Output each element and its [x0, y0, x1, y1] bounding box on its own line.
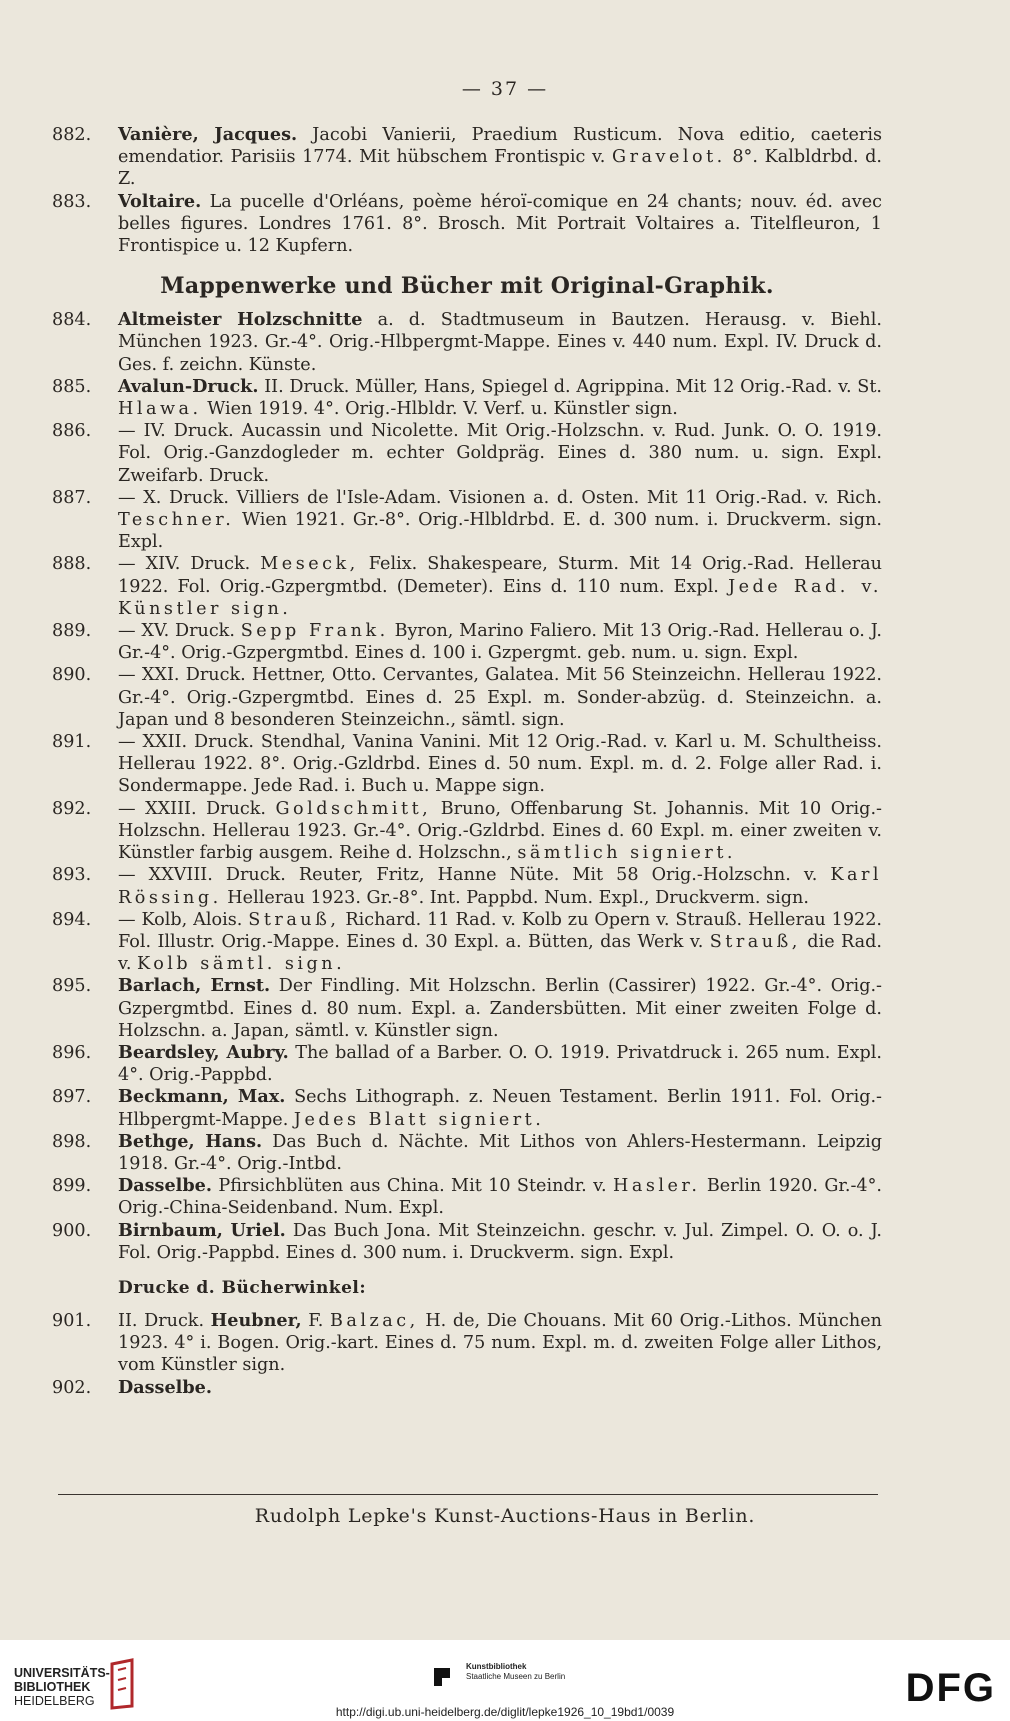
entry-spaced-text: Strauß,	[709, 931, 801, 952]
entry-number: 899.	[52, 1176, 92, 1197]
entry-text: Der Findling. Mit Holzschn. Berlin (Cassirer) 1922. Gr.-4°. Orig.-Gzpergmtbd. Eines d. 80 num. Expl. a. Zandersbütten. Mit einer zweiten Folge d. Holzschn. a. Japan, sämtl. v. Künstler sign.	[118, 976, 882, 1041]
entry-spaced-text: Jede Rad. v. Künstler sign.	[118, 576, 883, 619]
entry-author: Dasselbe.	[118, 1175, 212, 1197]
entry-spaced-text: Strauß,	[248, 909, 340, 930]
entry-author: Avalun-Druck.	[118, 375, 259, 397]
entry-text: Hellerau 1923. Gr.-8°. Int. Pappbd. Num. Expl., Druckverm. sign.	[221, 887, 809, 908]
entry-number: 882.	[52, 125, 92, 145]
entry-text: Das Buch d. Nächte. Mit Lithos von Ahlers-Hestermann. Leipzig 1918. Gr.-4°. Orig.-Intbd.	[118, 1131, 883, 1174]
digitization-bar	[0, 1640, 1010, 1721]
entry-text: H. de, Die Chouans. Mit 60 Orig.-Lithos. München 1923. 4° i. Bogen. Orig.-kart. Eines d. 75 num. Expl. m. d. zweiten Folge aller Lithos, vom Künstler sign.	[118, 1310, 882, 1376]
entry-text: Bruno, Offenbarung St. Johannis. Mit 10 Orig.-Holzschn. Hellerau 1923. Gr.-4°. Orig.-Gzldrbd. Eines d. 60 Expl. m. einer zweiten v. Künstler farbig ausgem. Reihe d. Holzschn.,	[118, 798, 882, 864]
entry-text: — X. Druck. Villiers de l'Isle-Adam. Visionen a. d. Osten. Mit 11 Orig.-Rad. v. Rich.	[118, 487, 882, 508]
entry-spaced-text: Hasler.	[612, 1176, 701, 1197]
entry-text: — XV. Druck.	[118, 621, 241, 642]
entry-text: — XXVIII. Druck. Reuter, Fritz, Hanne Nüte. Mit 58 Orig.-Holzschn. v.	[118, 865, 831, 886]
catalog-entry	[52, 487, 882, 554]
entry-number: 893.	[52, 865, 92, 886]
catalog-entry	[52, 1175, 882, 1219]
catalog-entry	[52, 1131, 882, 1175]
entry-spaced-text: Sepp Frank.	[240, 621, 389, 642]
entry-author: Voltaire.	[118, 190, 202, 212]
entry-number: 891.	[52, 732, 92, 753]
catalog-entry	[52, 553, 882, 620]
entry-spaced-text: Goldschmitt,	[275, 798, 432, 819]
catalog-entry	[52, 864, 882, 908]
catalog-entry	[52, 664, 882, 731]
entry-spaced-text: Gravelot.	[612, 147, 726, 168]
entry-number: 901.	[52, 1310, 92, 1331]
entry-number: 892.	[52, 798, 92, 819]
dfg-logo[interactable]: DFG	[905, 1666, 996, 1710]
catalog-entries	[52, 124, 882, 1399]
catalog-entry	[52, 1377, 882, 1399]
entry-spaced-text: Hlawa.	[118, 399, 202, 420]
entry-text: — Kolb, Alois.	[118, 909, 249, 930]
kunstbibliothek-icon	[432, 1664, 456, 1688]
entry-spaced-text: sämtlich signiert.	[517, 843, 737, 864]
entry-author: Birnbaum, Uriel.	[118, 1219, 286, 1241]
entry-text: La pucelle d'Orléans, poème héroï-comique en 24 chants; nouv. éd. avec belles figures. Londres 1761. 8°. Brosch. Mit Portrait Voltaires a. Titelfleuron, 1 Frontispice u. 12 Kupfern.	[118, 191, 882, 257]
entry-author: Beckmann, Max.	[118, 1086, 286, 1108]
entry-text: — XIV. Druck.	[118, 554, 261, 575]
entry-text: Sechs Lithograph. z. Neuen Testament. Berlin 1911. Fol. Orig.-Hlbpergmt-Mappe.	[118, 1087, 882, 1130]
entry-text: — XXI. Druck. Hettner, Otto. Cervantes, Galatea. Mit 56 Steinzeichn. Hellerau 1922. Gr.-4°. Orig.-Gzpergmtbd. Eines d. 25 Expl. m. Sonder-abzüg. d. Steinzeichn. a. Japan und 8 besonderen Steinzeichn., sämtl. sign.	[118, 665, 882, 730]
catalog-entry	[52, 191, 882, 258]
kb-line2: Staatliche Museen zu Berlin	[466, 1672, 566, 1681]
entry-text: Byron, Marino Faliero. Mit 13 Orig.-Rad. Hellerau o. J. Gr.-4°. Orig.-Gzpergmtbd. Eines d. 100 i. Gzpergmt. geb. num. u. sign. Expl.	[118, 621, 882, 664]
catalog-entry	[52, 798, 882, 865]
entry-text: Richard. 11 Rad. v. Kolb zu Opern v. Strauß. Hellerau 1922. Fol. Illustr. Orig.-Mappe. Eines d. 30 Expl. a. Bütten, das Werk v.	[118, 909, 882, 952]
entry-text: — IV. Druck. Aucassin und Nicolette. Mit Orig.-Holzschn. v. Rud. Junk. O. O. 1919. Fol. Orig.-Ganzdogleder m. echter Goldpräg. Eines d. 380 num. u. sign. Expl. Zweifarb. Druck.	[118, 421, 882, 486]
entries-main	[52, 309, 882, 1264]
uni-line2: BIBLIOTHEK	[14, 1680, 91, 1694]
entry-text: II. Druck. Müller, Hans, Spiegel d. Agrippina. Mit 12 Orig.-Rad. v. St.	[258, 376, 882, 397]
entry-number: 883.	[52, 191, 92, 212]
entry-author: Dasselbe.	[118, 1376, 212, 1398]
entry-spaced-text: Meseck,	[260, 554, 359, 575]
entry-number: 888.	[52, 554, 92, 575]
entry-text: die Rad. v.	[118, 931, 882, 975]
section-title: Mappenwerke und Bücher mit Original-Graphik.	[160, 273, 774, 300]
entry-number: 897.	[52, 1087, 92, 1108]
entry-number: 894.	[52, 909, 92, 930]
entry-text: — XXIII. Druck.	[118, 798, 276, 819]
entry-number: 896.	[52, 1042, 92, 1063]
entry-number: 884.	[52, 310, 92, 331]
entry-number: 895.	[52, 976, 92, 997]
permalink-url[interactable]: http://digi.ub.uni-heidelberg.de/diglit/lepke1926_10_19bd1/0039	[335, 1705, 675, 1719]
subheading: Drucke d. Bücherwinkel:	[118, 1277, 367, 1298]
entry-author: Altmeister Holzschnitte	[118, 309, 363, 331]
catalog-entry	[52, 909, 882, 976]
uni-heidelberg-logo[interactable]	[14, 1666, 110, 1708]
entry-spaced-text: Karl Rössing.	[118, 865, 882, 908]
entries-top	[52, 124, 882, 257]
catalog-entry	[52, 1086, 882, 1130]
entry-number: 889.	[52, 621, 92, 642]
catalog-entry	[52, 1042, 882, 1086]
entries-bottom	[52, 1310, 882, 1399]
entry-number: 900.	[52, 1220, 92, 1241]
entry-text: Das Buch Jona. Mit Steinzeichn. geschr. v. Jul. Zimpel. O. O. o. J. Fol. Orig.-Pappbd. Eines d. 300 num. i. Druckverm. sign. Expl.	[118, 1220, 882, 1263]
catalog-entry	[52, 420, 882, 487]
heidelberg-emblem-icon	[106, 1658, 138, 1710]
entry-text: Jacobi Vanierii, Praedium Rusticum. Nova editio, caeteris emendatior. Parisiis 1774. Mit hübschem Frontispic v.	[118, 125, 883, 168]
page-number: — 37 —	[461, 78, 549, 100]
entry-number: 898.	[52, 1131, 92, 1152]
uni-line1: UNIVERSITÄTS-	[14, 1666, 110, 1680]
entry-text: Wien 1921. Gr.-8°. Orig.-Hlbldrbd. E. d. 300 num. i. Druckverm. sign. Expl.	[118, 510, 882, 553]
entry-text: F.	[301, 1310, 330, 1331]
uni-line3: HEIDELBERG	[14, 1694, 95, 1708]
catalog-entry	[52, 620, 882, 664]
entry-text: The ballad of a Barber. O. O. 1919. Privatdruck i. 265 num. Expl. 4°. Orig.-Pappbd.	[118, 1042, 882, 1086]
entry-spaced-text: Jedes Blatt signiert.	[293, 1109, 545, 1130]
entry-author: Barlach, Ernst.	[118, 975, 271, 997]
entry-author: Vanière, Jacques.	[118, 124, 298, 145]
catalog-entry	[52, 309, 882, 376]
kb-line1: Kunstbibliothek	[466, 1662, 527, 1671]
entry-spaced-text: Teschner.	[118, 510, 235, 531]
entry-text: Pfirsichblüten aus China. Mit 10 Steindr. v.	[211, 1176, 613, 1197]
catalog-entry	[52, 731, 882, 798]
entry-spaced-text: Balzac,	[329, 1310, 419, 1331]
entry-text: Berlin 1920. Gr.-4°. Orig.-China-Seidenband. Num. Expl.	[118, 1176, 882, 1219]
entry-spaced-text: Kolb sämtl. sign.	[137, 954, 346, 975]
footer-imprint: Rudolph Lepke's Kunst-Auctions-Haus in Berlin.	[254, 1505, 756, 1527]
entry-number: 887.	[52, 487, 92, 508]
entry-number: 885.	[52, 376, 92, 397]
catalog-entry	[52, 376, 882, 420]
kunstbibliothek-logo[interactable]	[466, 1662, 565, 1682]
footer-rule	[58, 1494, 878, 1495]
entry-number: 886.	[52, 421, 92, 442]
entry-author: Heubner,	[210, 1309, 302, 1331]
entry-author: Bethge, Hans.	[118, 1130, 263, 1152]
catalog-entry	[52, 1220, 882, 1264]
entry-text: Wien 1919. 4°. Orig.-Hlbldr. V. Verf. u. Künstler sign.	[201, 399, 678, 420]
entry-author: Beardsley, Aubry.	[118, 1041, 289, 1063]
catalog-entry	[52, 975, 882, 1042]
entry-text: 8°. Kalbldrbd. d. Z.	[118, 147, 883, 190]
entry-number: 890.	[52, 665, 92, 686]
entry-text: II. Druck.	[118, 1310, 211, 1331]
entry-number: 902.	[52, 1377, 92, 1398]
entry-text: — XXII. Druck. Stendhal, Vanina Vanini. Mit 12 Orig.-Rad. v. Karl u. M. Schultheiss. Hellerau 1922. 8°. Orig.-Gzldrbd. Eines d. 50 num. Expl. m. d. 2. Folge aller Rad. i. Sondermappe. Jede Rad. i. Buch u. Mappe sign.	[118, 732, 882, 797]
catalog-entry	[52, 124, 882, 191]
entry-text: Felix. Shakespeare, Sturm. Mit 14 Orig.-Rad. Hellerau 1922. Fol. Orig.-Gzpergmtbd. (Demeter). Eins d. 110 num. Expl.	[118, 554, 882, 597]
entry-text: a. d. Stadtmuseum in Bautzen. Herausg. v. Biehl. München 1923. Gr.-4°. Orig.-Hlbpergmt-Mappe. Eines v. 440 num. Expl. IV. Druck d. Ges. f. zeichn. Künste.	[118, 310, 882, 375]
catalog-entry	[52, 1310, 882, 1377]
